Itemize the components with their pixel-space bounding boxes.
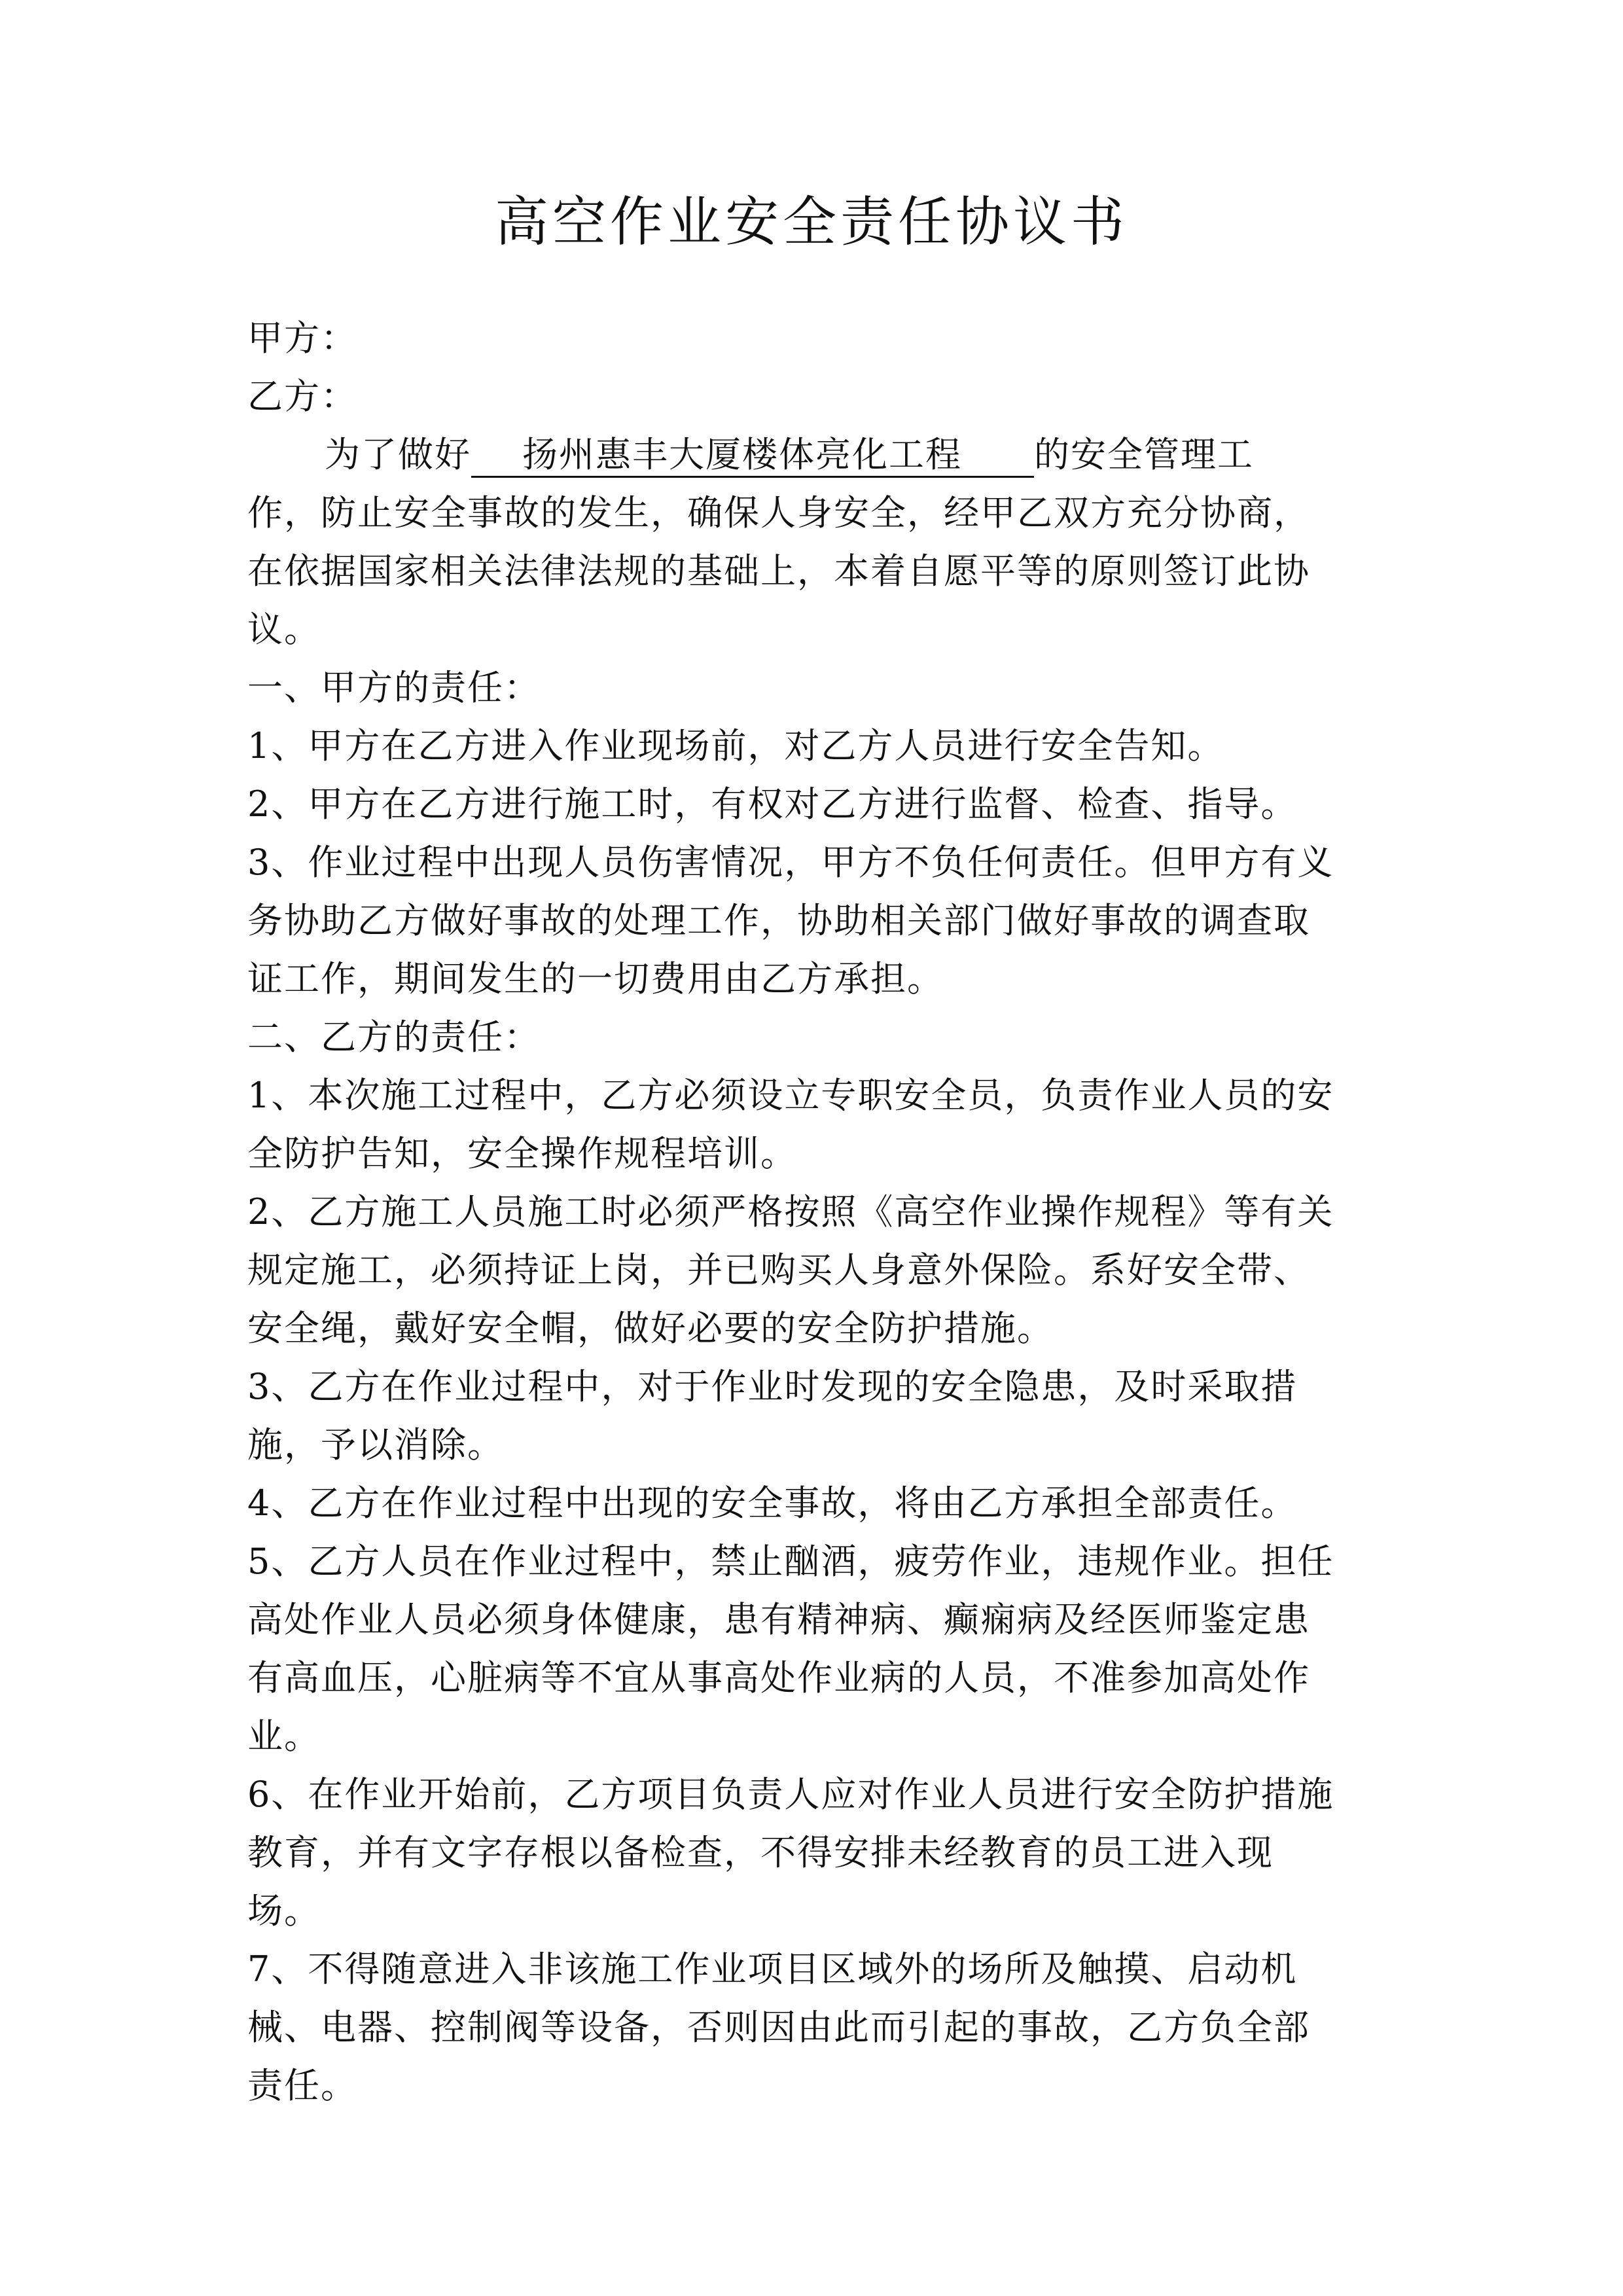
text-line: 安全绳，戴好安全帽，做好必要的安全防护措施。 xyxy=(247,1308,1054,1349)
text-line: 规定施工，必须持证上岗，并已购买人身意外保险。系好安全带、 xyxy=(247,1249,1310,1291)
text-line: 高处作业人员必须身体健康，患有精神病、癫痫病及经医师鉴定患 xyxy=(247,1599,1310,1640)
text-line: 务协助乙方做好事故的处理工作，协助相关部门做好事故的调查取 xyxy=(247,900,1310,941)
intro-suffix: 的安全管理工 xyxy=(1034,434,1254,475)
text-line: 施，予以消除。 xyxy=(247,1424,504,1465)
text-line: 2、乙方施工人员施工时必须严格按照《高空作业操作规程》等有关 xyxy=(247,1191,1334,1232)
text-line: 场。 xyxy=(247,1890,321,1931)
text-line: 教育，并有文字存根以备检查，不得安排未经教育的员工进入现 xyxy=(247,1832,1274,1873)
party-a-line: 甲方： xyxy=(247,317,357,359)
text-line: 在依据国家相关法律法规的基础上，本着自愿平等的原则签订此协 xyxy=(247,550,1310,592)
section-heading-party-a: 一、甲方的责任： xyxy=(247,667,541,708)
section-heading-party-b: 二、乙方的责任： xyxy=(247,1016,541,1058)
project-name-field: 扬州惠丰大厦楼体亮化工程 xyxy=(471,434,1034,478)
text-line: 2、甲方在乙方进行施工时，有权对乙方进行监督、检查、指导。 xyxy=(247,783,1298,825)
intro-prefix: 为了做好 xyxy=(325,434,471,475)
text-line: 作，防止安全事故的发生，确保人身安全，经甲乙双方充分协商， xyxy=(247,492,1310,533)
intro-line xyxy=(247,425,1386,484)
text-line: 4、乙方在作业过程中出现的安全事故，将由乙方承担全部责任。 xyxy=(247,1482,1298,1524)
text-line: 3、作业过程中出现人员伤害情况，甲方不负任何责任。但甲方有义 xyxy=(247,842,1334,883)
text-line: 证工作，期间发生的一切费用由乙方承担。 xyxy=(247,958,944,999)
text-line: 1、本次施工过程中，乙方必须设立专职安全员，负责作业人员的安 xyxy=(247,1075,1334,1116)
text-line: 3、乙方在作业过程中，对于作业时发现的安全隐患，及时采取措 xyxy=(247,1366,1298,1407)
party-b-line: 乙方： xyxy=(247,376,357,417)
text-line: 1、甲方在乙方进入作业现场前，对乙方人员进行安全告知。 xyxy=(247,725,1224,766)
text-line: 议。 xyxy=(247,609,321,650)
text-line: 械、电器、控制阀等设备，否则因由此而引起的事故，乙方负全部 xyxy=(247,2007,1310,2048)
document-title: 高空作业安全责任协议书 xyxy=(494,191,1128,253)
text-line: 全防护告知，安全操作规程培训。 xyxy=(247,1133,797,1174)
text-line: 7、不得随意进入非该施工作业项目区域外的场所及触摸、启动机 xyxy=(247,1948,1298,1990)
document-body xyxy=(247,309,1386,2115)
text-line: 业。 xyxy=(247,1715,321,1757)
text-line: 5、乙方人员在作业过程中，禁止酗酒，疲劳作业，违规作业。担任 xyxy=(247,1541,1334,1582)
text-line: 6、在作业开始前，乙方项目负责人应对作业人员进行安全防护措施 xyxy=(247,1774,1334,1815)
text-line: 有高血压，心脏病等不宜从事高处作业病的人员，不准参加高处作 xyxy=(247,1657,1310,1698)
text-line: 责任。 xyxy=(247,2065,357,2106)
